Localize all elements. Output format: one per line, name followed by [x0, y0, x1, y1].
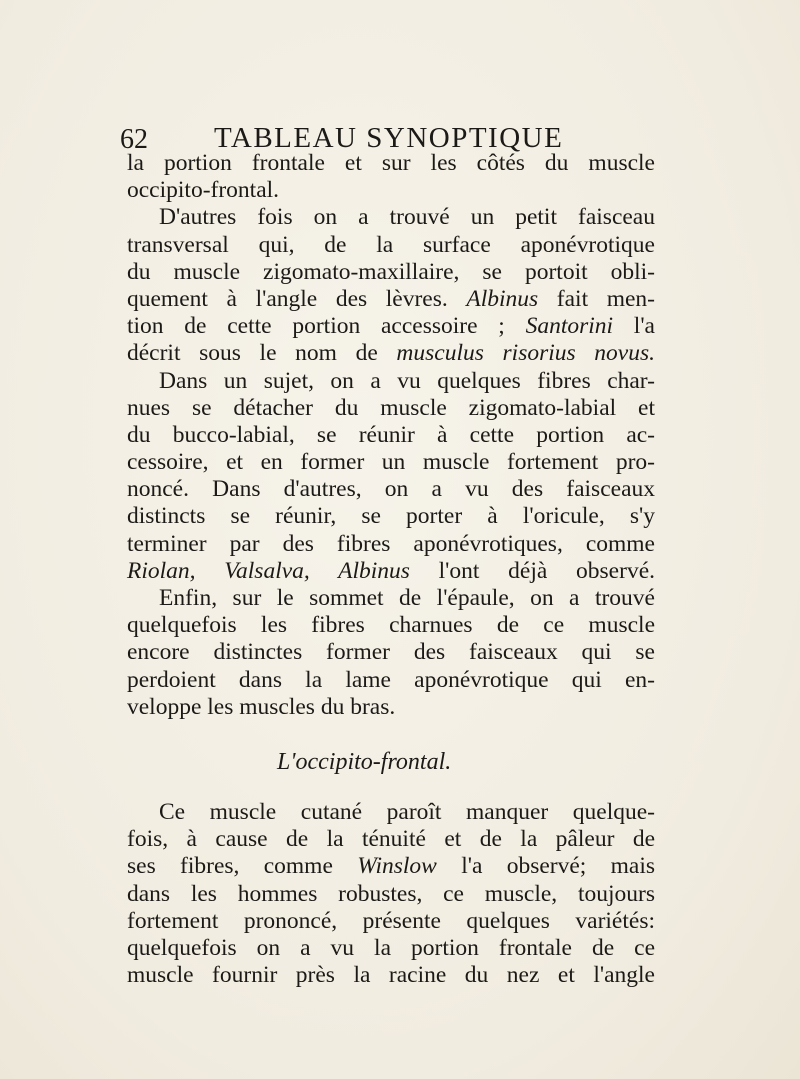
text-line: dans les hommes robustes, ce muscle, toujours	[127, 880, 655, 907]
author-name-winslow: Winslow	[357, 853, 437, 880]
text-line: cessoire, et en former un muscle fortement pro-	[127, 449, 655, 476]
text-line: transversal qui, de la surface aponévrotique	[127, 231, 655, 258]
running-title: TABLEAU SYNOPTIQUE	[214, 122, 564, 154]
text-run: tion de cette portion accessoire ;	[127, 313, 505, 340]
text-line: muscle fournir près la racine du nez et l'angle	[127, 962, 655, 989]
author-name-santorini: Santorini	[525, 313, 614, 340]
text-line: fortement prononcé, présente quelques variétés:	[127, 907, 655, 934]
text-run: l'a observé; mais	[461, 853, 655, 880]
text-line: fois, à cause de la ténuité et de la pâleur de	[127, 826, 655, 853]
text-line: la portion frontale et sur les côtés du muscle	[127, 150, 655, 176]
text-line: encore distinctes former des faisceaux qui se	[127, 639, 655, 666]
text-line: Dans un sujet, on a vu quelques fibres char-	[159, 367, 655, 394]
text-line	[127, 558, 655, 585]
text-line: nues se détacher du muscle zigomato-labial et	[127, 394, 655, 421]
text-line: terminer par des fibres aponévrotiques, comme	[127, 530, 655, 557]
author-name-albinus: Albinus	[466, 285, 539, 312]
text-line	[127, 286, 655, 313]
text-line: du bucco-labial, se réunir à cette portion ac-	[127, 421, 655, 448]
text-line: quelquefois on a vu la portion frontale de ce	[127, 934, 655, 961]
latin-term: musculus risorius novus.	[396, 340, 655, 367]
text-line: Ce muscle cutané paroît manquer quelque-	[159, 798, 655, 825]
text-line: occipito-frontal.	[127, 177, 280, 204]
text-run: l'ont déjà observé.	[438, 557, 655, 584]
text-line: Enfin, sur le sommet de l'épaule, on a trouvé	[159, 585, 655, 611]
text-run: ses fibres, comme	[127, 853, 333, 880]
page-number: 62	[120, 124, 148, 155]
text-line: D'autres fois on a trouvé un petit faisceau	[159, 204, 655, 231]
text-line	[127, 340, 655, 367]
text-run: l'a	[633, 313, 655, 340]
text-line: noncé. Dans d'autres, on a vu des faisceaux	[127, 476, 655, 503]
text-run: décrit sous le nom de	[127, 340, 378, 367]
text-line	[127, 853, 655, 880]
body-text	[127, 150, 655, 989]
text-line: quelquefois les fibres charnues de ce muscle	[127, 612, 655, 639]
text-line: du muscle zigomato-maxillaire, se portoit obli-	[127, 258, 655, 285]
text-run: quement à l'angle des lèvres.	[127, 285, 448, 312]
text-run: fait men-	[556, 285, 655, 312]
text-line	[127, 313, 655, 340]
text-line: perdoient dans la lame aponévrotique qui en-	[127, 666, 655, 693]
section-heading: L'occipito-frontal.	[277, 748, 452, 775]
text-line: veloppe les muscles du bras.	[127, 693, 396, 720]
text-line: distincts se réunir, se porter à l'oricule, s'y	[127, 503, 655, 530]
author-names: Riolan, Valsalva, Albinus	[127, 557, 410, 584]
